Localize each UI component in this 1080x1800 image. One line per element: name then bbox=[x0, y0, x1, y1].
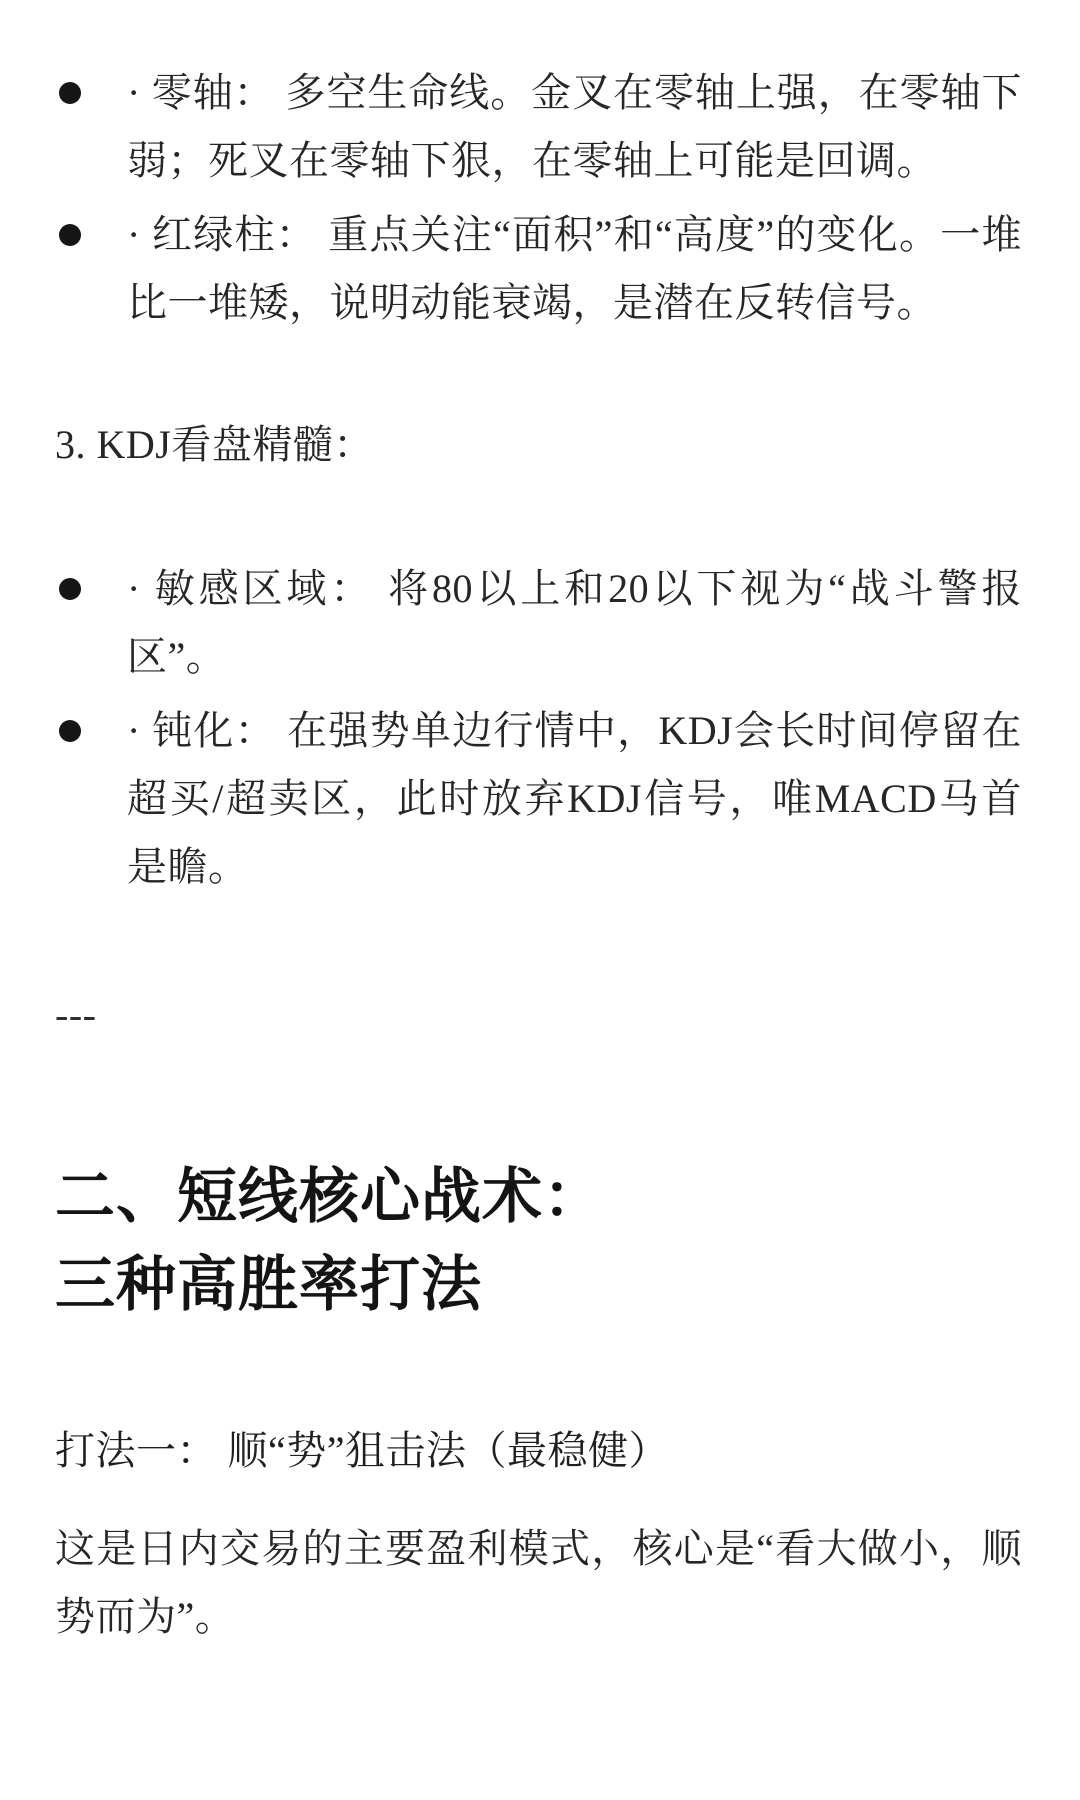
list-item-text: · 敏感区域： 将80以上和20以下视为“战斗警报区”。 bbox=[127, 566, 1022, 679]
list-item-text: · 零轴： 多空生命线。金叉在零轴上强，在零轴下弱；死叉在零轴下狠，在零轴上可能是回调。 bbox=[127, 70, 1022, 183]
list-item bbox=[127, 555, 1022, 691]
macd-tips-list bbox=[55, 59, 1022, 337]
tactic-paragraph: 这是日内交易的主要盈利模式，核心是“看大做小，顺势而为”。 bbox=[55, 1526, 1022, 1639]
list-item bbox=[127, 59, 1022, 195]
section-label-kdj: 3. KDJ看盘精髓： bbox=[55, 422, 374, 467]
bullet-icon bbox=[59, 224, 81, 246]
section-heading bbox=[55, 1153, 1022, 1329]
section-heading-line2: 三种高胜率打法 bbox=[55, 1252, 482, 1318]
list-item-text: · 钝化： 在强势单边行情中，KDJ会长时间停留在超买/超卖区，此时放弃KDJ信号，唯MACD马首是瞻。 bbox=[127, 708, 1022, 889]
tactic-subheading: 打法一： 顺“势”狙击法（最稳健） bbox=[55, 1428, 670, 1473]
list-item bbox=[127, 201, 1022, 337]
bullet-icon bbox=[59, 720, 81, 742]
section-heading-line1: 二、短线核心战术： bbox=[55, 1164, 604, 1230]
bullet-icon bbox=[59, 578, 81, 600]
kdj-tips-list bbox=[55, 555, 1022, 901]
bullet-icon bbox=[59, 82, 81, 104]
list-item-text: · 红绿柱： 重点关注“面积”和“高度”的变化。一堆比一堆矮，说明动能衰竭，是潜在反转信号。 bbox=[127, 212, 1022, 325]
text-divider: --- bbox=[55, 992, 97, 1037]
list-item bbox=[127, 697, 1022, 901]
